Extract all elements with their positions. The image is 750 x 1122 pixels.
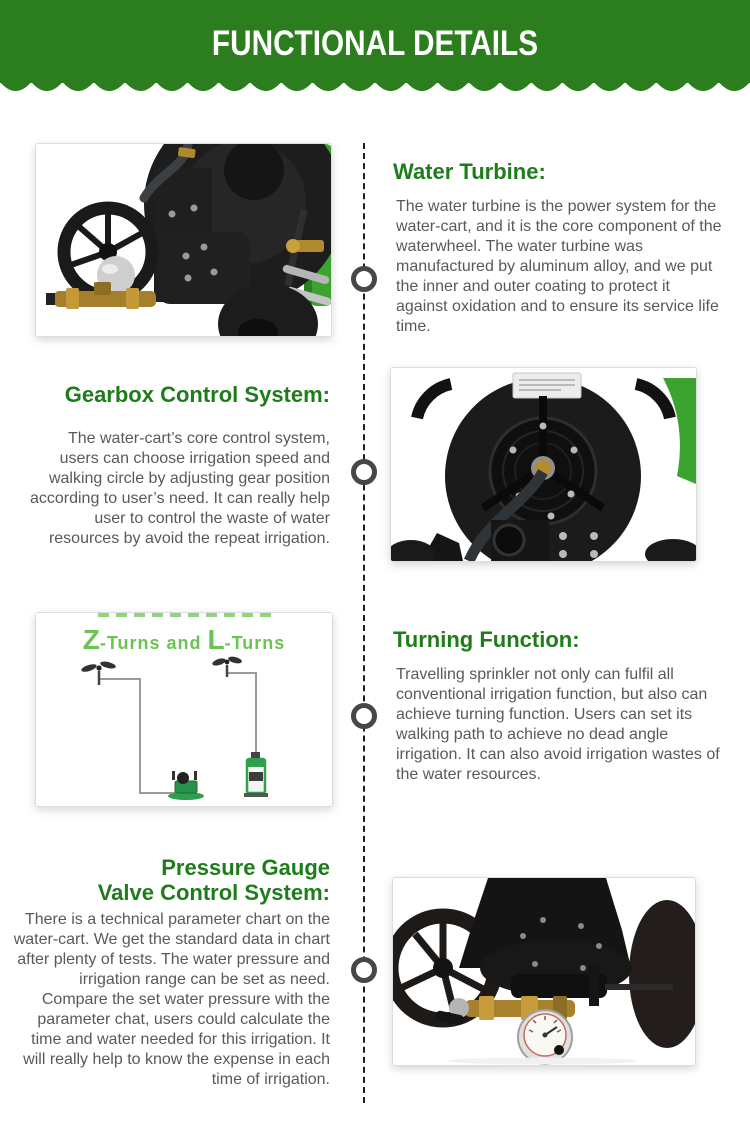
gearbox-rear-photo bbox=[390, 367, 697, 562]
timeline-marker-4 bbox=[351, 957, 377, 983]
diagram-title-mid: -Turns and bbox=[99, 633, 208, 653]
heading-line-1: Pressure Gauge bbox=[161, 855, 330, 880]
diagram-title-end: -Turns bbox=[224, 633, 286, 653]
diagram-title bbox=[36, 624, 332, 656]
section-body-water-turbine: The water turbine is the power system for the water-cart, and it is the core component of the waterwheel. The water turbine was manufactured by aluminum alloy, and we put the inner and outer coating to protect it against oxidation and to ensure its service life time. bbox=[396, 198, 722, 335]
pressure-gauge-illustration bbox=[393, 878, 695, 1065]
header-banner bbox=[0, 0, 750, 83]
water-turbine-photo bbox=[35, 143, 332, 337]
page-title: FUNCTIONAL DETAILS bbox=[211, 24, 539, 63]
section-heading-gearbox: Gearbox Control System: bbox=[64, 382, 330, 407]
diagram-title-z: Z bbox=[82, 624, 100, 655]
section-heading-pressure-gauge bbox=[15, 855, 330, 905]
z-l-turns-diagram bbox=[35, 612, 333, 807]
water-turbine-illustration bbox=[36, 144, 331, 336]
banner-scallop-edge bbox=[0, 82, 750, 102]
section-body-gearbox: The water-cart’s core control system, users can choose irrigation speed and walking circle by adjusting gear position according to user’s need. It can really help user to control the waste of water resources by avoid the repeat irrigation. bbox=[29, 430, 330, 547]
timeline-marker-2 bbox=[351, 459, 377, 485]
gearbox-illustration bbox=[391, 368, 696, 561]
timeline-marker-1 bbox=[351, 266, 377, 292]
diagram-title-l: L bbox=[207, 624, 225, 655]
section-heading-water-turbine: Water Turbine: bbox=[393, 159, 546, 184]
section-heading-turning: Turning Function: bbox=[393, 627, 580, 652]
timeline-marker-3 bbox=[351, 703, 377, 729]
section-body-turning: Travelling sprinkler not only can fulfil all conventional irrigation function, but also can achieve turning function. Users can set its walking path to achieve no dead angle irrigation. It can also avoid irrigation wastes of the water resources. bbox=[396, 666, 720, 783]
sprinkler-cart-icon bbox=[244, 752, 268, 797]
pressure-gauge-photo bbox=[392, 877, 696, 1066]
heading-line-2: Valve Control System: bbox=[97, 880, 330, 905]
section-body-pressure-gauge: There is a technical parameter chart on the water-cart. We get the standard data in chart after plenty of tests. The water pressure and irrigation range can be set as need. Compare the set water pressure with the parameter chat, users could calculate the time and water needed for this irrigation. It will really help to know the expense in each time of irrigation. bbox=[13, 911, 330, 1088]
